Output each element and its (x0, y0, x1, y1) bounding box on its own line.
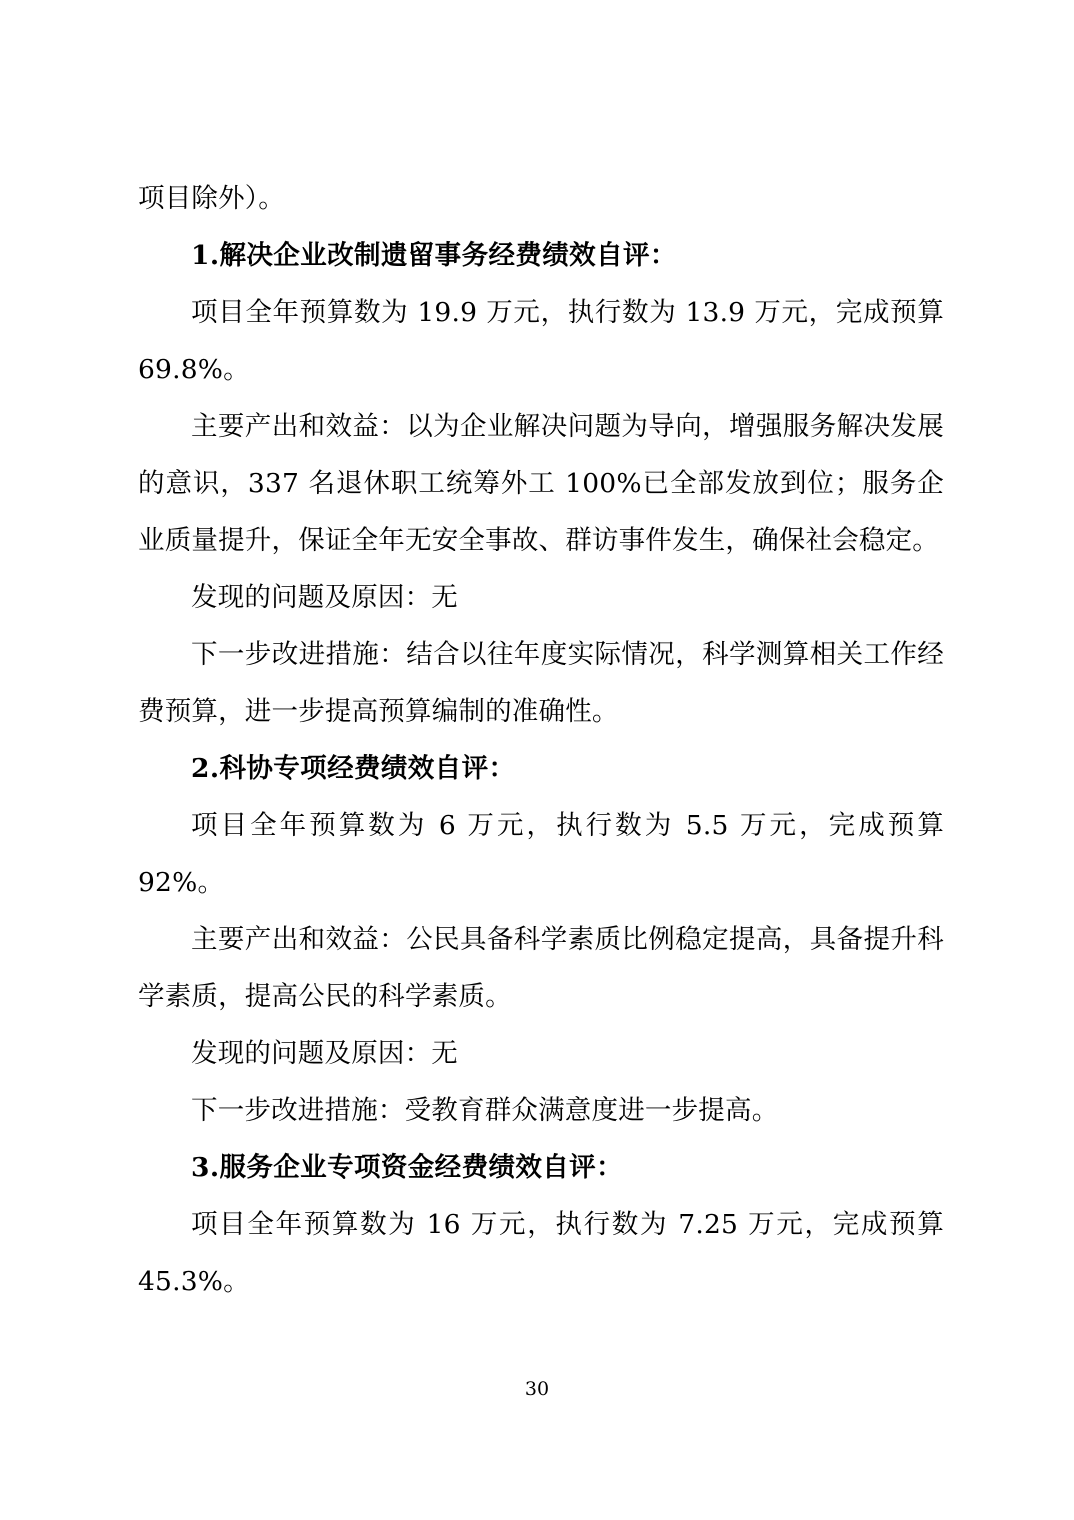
paragraph-item-2-budget: 项目全年预算数为 6 万元，执行数为 5.5 万元，完成预算 92%。 (138, 810, 944, 898)
paragraph-item-2-measures: 下一步改进措施：受教育群众满意度进一步提高。 (191, 1095, 779, 1126)
paragraph-item-1-problems: 发现的问题及原因：无 (191, 582, 458, 613)
paragraph-item-2-output: 主要产出和效益：公民具备科学素质比例稳定提高，具备提升科学素质，提高公民的科学素质。 (138, 924, 944, 1012)
paragraph-item-2-problems: 发现的问题及原因：无 (191, 1038, 458, 1069)
paragraph-item-3-budget: 项目全年预算数为 16 万元，执行数为 7.25 万元，完成预算 45.3%。 (138, 1209, 944, 1297)
page-number: 30 (524, 1378, 550, 1400)
document-body (138, 170, 944, 1310)
heading-item-3: 3.服务企业专项资金经费绩效自评： (191, 1152, 623, 1183)
heading-item-1: 1.解决企业改制遗留事务经费绩效自评： (191, 240, 677, 271)
paragraph-item-1-output: 主要产出和效益：以为企业解决问题为导向，增强服务解决发展的意识，337 名退休职工统筹外工 100%已全部发放到位；服务企业质量提升，保证全年无安全事故、群访事件发生，确保社会稳定。 (138, 411, 944, 556)
paragraph-item-1-budget: 项目全年预算数为 19.9 万元，执行数为 13.9 万元，完成预算 69.8%。 (138, 297, 944, 385)
paragraph-item-1-measures: 下一步改进措施：结合以往年度实际情况，科学测算相关工作经费预算，进一步提高预算编制的准确性。 (138, 639, 944, 727)
heading-item-2: 2.科协专项经费绩效自评： (191, 753, 516, 784)
paragraph-continued: 项目除外）。 (138, 183, 285, 214)
